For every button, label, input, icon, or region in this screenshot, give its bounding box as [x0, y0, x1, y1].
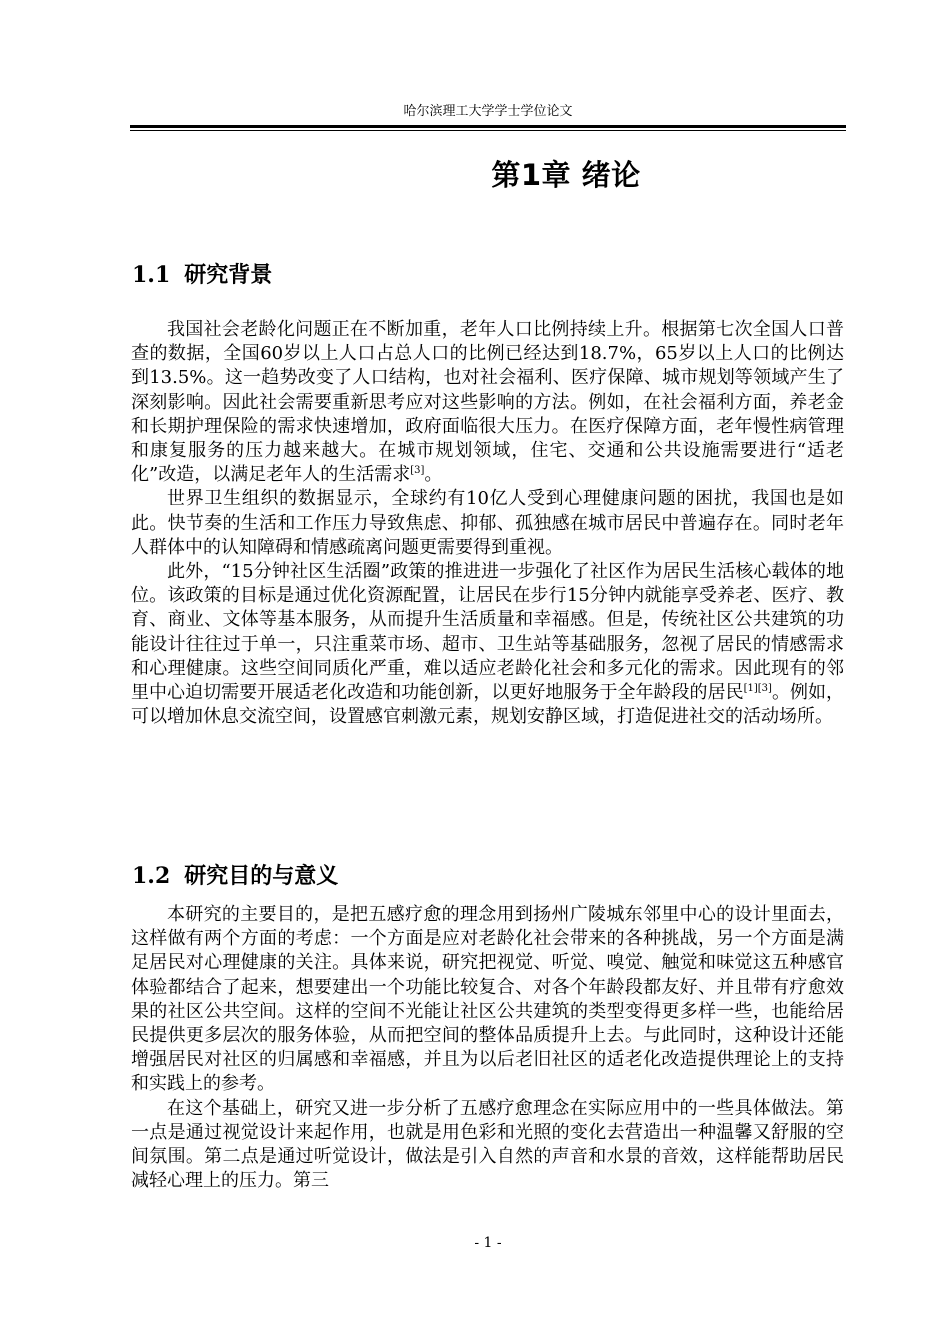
section-heading-1-2: [132, 861, 338, 892]
paragraph: [131, 903, 844, 1097]
paragraph: [131, 318, 844, 487]
chapter-title: 第1章 绪论: [491, 158, 641, 192]
citation-ref[interactable]: [1][3]: [743, 683, 772, 695]
citation-ref[interactable]: [3]: [410, 465, 425, 477]
section-title: 研究背景: [184, 263, 273, 288]
paragraph-text: 我国社会老龄化问题正在不断加重，老年人口比例持续上升。根据第七次全国人口普查的数据，全国60岁以上人口占总人口的比例已经达到18.7%，65岁以上人口的比例达到13.5%。这一趋势改变了人口结构，也对社会福利、医疗保障、城市规划等领域产生了深刻影响。因此社会需要重新思考应对这些影响的方法。例如，在社会福利方面，养老金和长期护理保险的需求快速增加，政府面临很大压力。在医疗保障方面，老年慢性病管理和康复服务的压力越来越大。在城市规划领域，住宅、交通和公共设施需要进行“适老化”改造，以满足老年人的生活需求: [131, 319, 844, 486]
header-rule: [130, 125, 846, 128]
paragraph-tail: 。: [424, 464, 443, 486]
section-heading-1-1: [132, 260, 272, 291]
page-number: - 1 -: [474, 1235, 502, 1251]
section-body-1-1: [131, 318, 844, 729]
paragraph: [131, 560, 844, 729]
section-title: 研究目的与意义: [184, 864, 339, 889]
paragraph-text: 本研究的主要目的，是把五感疗愈的理念用到扬州广陵城东邻里中心的设计里面去，这样做有两个方面的考虑：一个方面是应对老龄化社会带来的各种挑战，另一个方面是满足居民对心理健康的关注。具体来说，研究把视觉、听觉、嗅觉、触觉和味觉这五种感官体验都结合了起来，想要建出一个功能比较复合、对各个年龄段都友好、并且带有疗愈效果的社区公共空间。这样的空间不光能让社区公共建筑的类型变得更多样一些，也能给居民提供更多层次的服务体验，从而把空间的整体品质提升上去。与此同时，这种设计还能增强居民对社区的归属感和幸福感，并且为以后老旧社区的适老化改造提供理论上的支持和实践上的参考。: [131, 904, 844, 1095]
section-body-1-2: [131, 903, 844, 1193]
paragraph-text: 在这个基础上，研究又进一步分析了五感疗愈理念在实际应用中的一些具体做法。第一点是通过视觉设计来起作用，也就是用色彩和光照的变化去营造出一种温馨又舒服的空间氛围。第二点是通过听觉设计，做法是引入自然的声音和水景的音效，这样能帮助居民减轻心理上的压力。第三: [131, 1097, 844, 1192]
paragraph: [131, 487, 844, 560]
paragraph-text: 世界卫生组织的数据显示，全球约有10亿人受到心理健康问题的困扰，我国也是如此。快节奏的生活和工作压力导致焦虑、抑郁、孤独感在城市居民中普遍存在。同时老年人群体中的认知障碍和情感疏离问题更需要得到重视。: [131, 488, 844, 558]
section-number: 1.1: [132, 262, 171, 288]
header-rule-thin: [130, 130, 846, 131]
section-number: 1.2: [132, 863, 171, 889]
paragraph-tail: 。例如，可以增加休息交流空间，设置感官刺激元素，规划安静区域，打造促进社交的活动场所。: [131, 682, 845, 728]
paragraph-text: 此外，“15分钟社区生活圈”政策的推进进一步强化了社区作为居民生活核心载体的地位。该政策的目标是通过优化资源配置，让居民在步行15分钟内就能享受养老、医疗、教育、商业、文体等基本服务，从而提升生活质量和幸福感。但是，传统社区公共建筑的功能设计往往过于单一，只注重菜市场、超市、卫生站等基础服务，忽视了居民的情感需求和心理健康。这些空间同质化严重，难以适应老龄化社会和多元化的需求。因此现有的邻里中心迫切需要开展适老化改造和功能创新，以更好地服务于全年龄段的居民: [131, 561, 844, 704]
paragraph: [131, 1097, 844, 1194]
running-header: 哈尔滨理工大学学士学位论文: [403, 104, 573, 119]
